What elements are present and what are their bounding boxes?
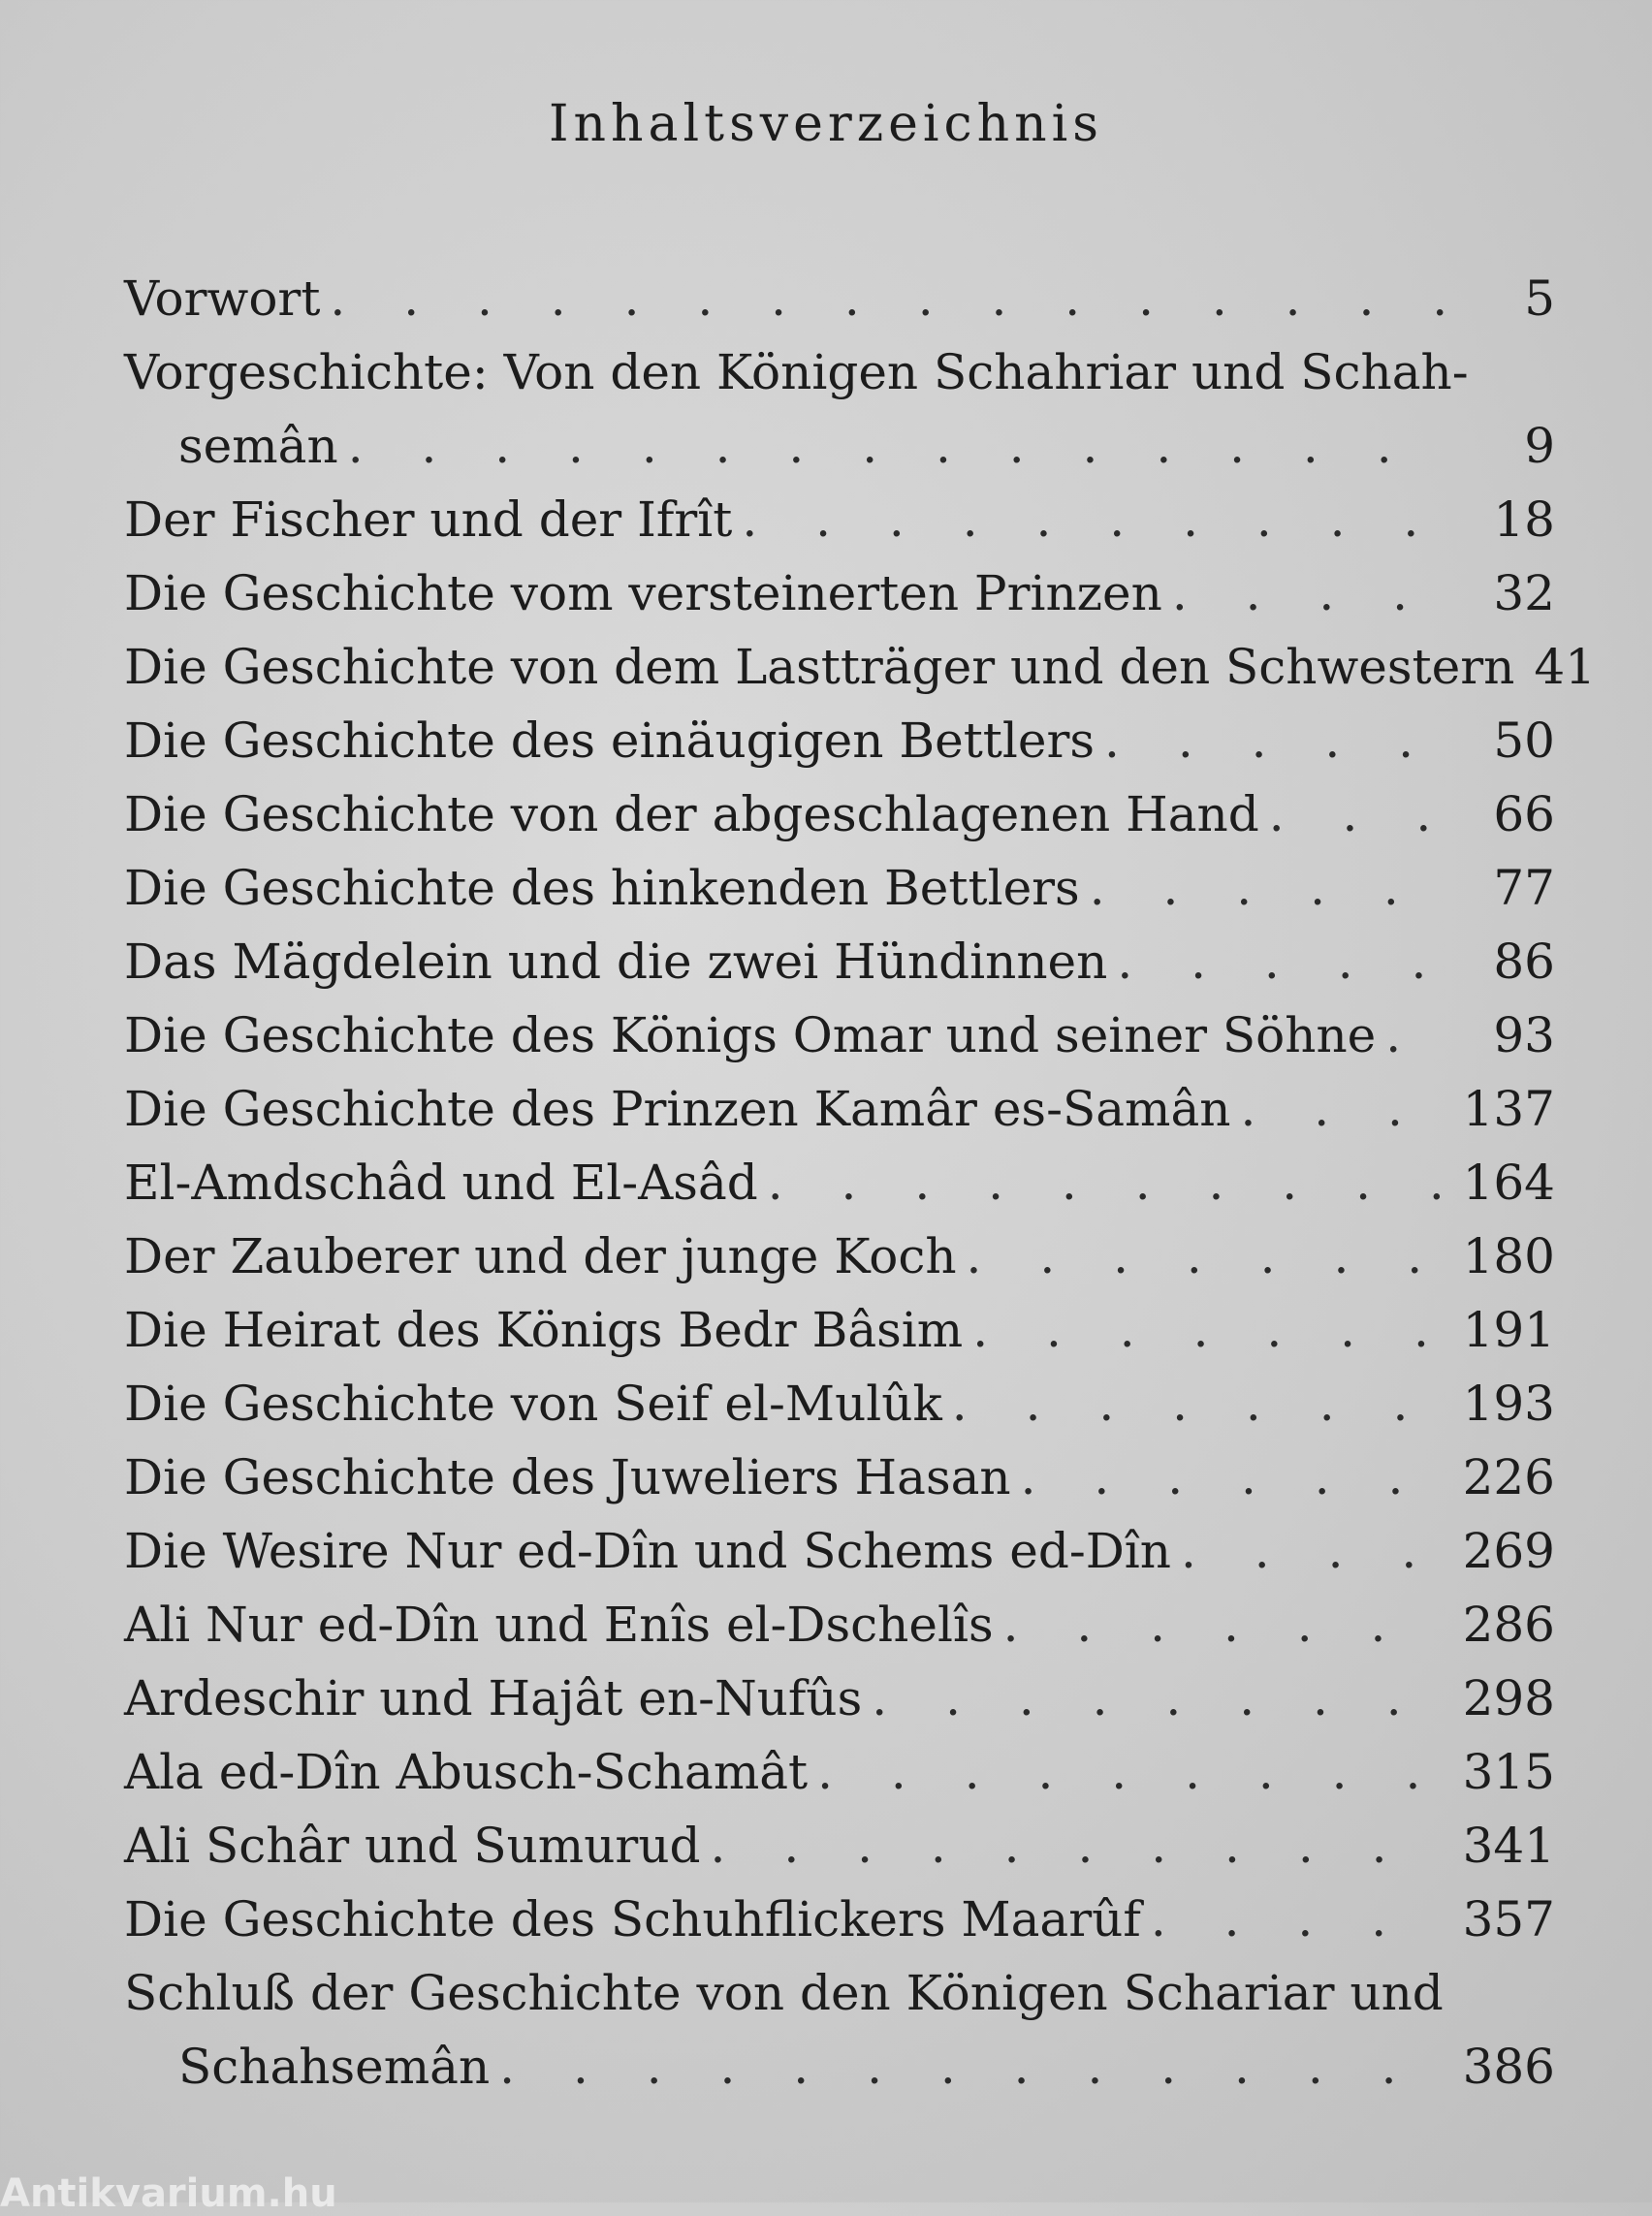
toc-page-number: 5 [1524, 270, 1555, 327]
toc-page-number: 93 [1493, 1007, 1555, 1063]
toc-entry [124, 1883, 1555, 1956]
toc-entry [124, 483, 1555, 556]
toc-page-number: 315 [1462, 1744, 1555, 1800]
dot-leader [348, 409, 1445, 483]
toc-entry [124, 851, 1555, 925]
toc-page-number: 164 [1462, 1155, 1555, 1211]
toc-page-number: 77 [1493, 860, 1555, 916]
dot-leader [972, 1293, 1445, 1367]
toc-entry [124, 335, 1555, 409]
toc-entry-title: Ali Nur ed-Dîn und Enîs el-Dschelîs [124, 1597, 994, 1653]
toc-page-number: 9 [1524, 418, 1555, 474]
toc-page-number: 50 [1493, 712, 1555, 769]
dot-leader [1003, 1588, 1445, 1662]
toc-entry-continuation [124, 409, 1555, 483]
toc-entry [124, 704, 1555, 777]
toc-entry-title: Die Geschichte von Seif el-Mulûk [124, 1376, 942, 1432]
toc-page-number: 18 [1493, 491, 1555, 548]
toc-page-number: 137 [1462, 1081, 1555, 1137]
toc-entry [124, 556, 1555, 630]
toc-entry-title: Schluß der Geschichte von den Königen Schariar und [124, 1965, 1444, 2021]
toc-entry-title: Der Zauberer und der junge Koch [124, 1228, 957, 1284]
toc-entry-title: Vorgeschichte: Von den Königen Schahriar und Schah- [124, 344, 1469, 400]
toc-entry [124, 630, 1596, 704]
toc-entry-title: Die Heirat des Königs Bedr Bâsim [124, 1302, 964, 1358]
toc-entry-title: Die Geschichte des Juweliers Hasan [124, 1449, 1011, 1505]
toc-entry-title: Ardeschir und Hajât en-Nufûs [124, 1670, 863, 1726]
dot-leader [711, 1809, 1445, 1883]
toc-entry [124, 1809, 1555, 1883]
toc-entry [124, 1367, 1555, 1440]
toc-page-number: 41 [1534, 639, 1596, 695]
toc-entry [124, 262, 1555, 335]
dot-leader [967, 1219, 1445, 1293]
toc-entry-title: Die Geschichte des Königs Omar und seiner Söhne [124, 1007, 1377, 1063]
dot-leader [768, 1146, 1445, 1219]
dot-leader [1385, 998, 1445, 1072]
toc-entry-title: Der Fischer und der Ifrît [124, 491, 733, 548]
toc-page-number: 298 [1462, 1670, 1555, 1726]
toc-entry-title: Die Geschichte von der abgeschlagenen Hand [124, 786, 1259, 842]
toc-entry [124, 777, 1555, 851]
dot-leader [1172, 556, 1445, 630]
toc-entry-title: Die Geschichte des Schuhflickers Maarûf [124, 1891, 1141, 1947]
toc-entry [124, 1440, 1555, 1514]
toc-page-number: 357 [1462, 1891, 1555, 1947]
toc-page-number: 193 [1462, 1376, 1555, 1432]
dot-leader [872, 1662, 1445, 1735]
toc-entry [124, 998, 1555, 1072]
dot-leader [817, 1735, 1445, 1809]
toc-entry [124, 1662, 1555, 1735]
toc-page-number: 226 [1462, 1449, 1555, 1505]
table-of-contents [124, 262, 1596, 2104]
watermark: Antikvarium.hu [0, 2171, 337, 2216]
dot-leader [742, 483, 1445, 556]
toc-entry [124, 1514, 1555, 1588]
toc-page-number: 66 [1493, 786, 1555, 842]
dot-leader [499, 2030, 1445, 2104]
toc-entry-title: Ali Schâr und Sumurud [124, 1818, 701, 1874]
toc-entry [124, 1072, 1555, 1146]
toc-page-number: 269 [1462, 1523, 1555, 1579]
toc-entry [124, 1219, 1555, 1293]
dot-leader [1181, 1514, 1445, 1588]
dot-leader [1104, 704, 1445, 777]
toc-entry-title: semân [178, 418, 338, 474]
dot-leader [952, 1367, 1445, 1440]
toc-page-number: 386 [1462, 2039, 1555, 2095]
toc-page-number: 286 [1462, 1597, 1555, 1653]
page-title: Inhaltsverzeichnis [549, 95, 1103, 153]
dot-leader [1269, 777, 1445, 851]
toc-entry-title: Die Geschichte des Prinzen Kamâr es-Samân [124, 1081, 1231, 1137]
toc-page-number: 180 [1462, 1228, 1555, 1284]
toc-entry [124, 1956, 1555, 2030]
dot-leader [1117, 925, 1445, 998]
toc-entry-title: Das Mägdelein und die zwei Hündinnen [124, 934, 1108, 990]
toc-entry-title: Schahsemân [178, 2039, 491, 2095]
dot-leader [1151, 1883, 1445, 1956]
toc-page-number: 32 [1493, 565, 1555, 621]
toc-page-number: 191 [1462, 1302, 1555, 1358]
toc-entry-title: Die Geschichte des einäugigen Bettlers [124, 712, 1096, 769]
toc-entry-title: Die Wesire Nur ed-Dîn und Schems ed-Dîn [124, 1523, 1172, 1579]
toc-entry-title: Vorwort [124, 270, 321, 327]
toc-entry-title: El-Amdschâd und El-Asâd [124, 1155, 758, 1211]
toc-page-number: 341 [1462, 1818, 1555, 1874]
toc-entry [124, 1588, 1555, 1662]
toc-entry [124, 925, 1555, 998]
toc-entry [124, 1293, 1555, 1367]
toc-entry-title: Ala ed-Dîn Abusch-Schamât [124, 1744, 809, 1800]
toc-entry [124, 1146, 1555, 1219]
toc-entry [124, 1735, 1555, 1809]
dot-leader [1021, 1440, 1445, 1514]
toc-entry-continuation [124, 2030, 1555, 2104]
dot-leader [330, 262, 1445, 335]
toc-entry-title: Die Geschichte vom versteinerten Prinzen [124, 565, 1162, 621]
dot-leader [1090, 851, 1445, 925]
toc-entry-title: Die Geschichte von dem Lastträger und den Schwestern [124, 639, 1515, 695]
toc-page-number: 86 [1493, 934, 1555, 990]
toc-entry-title: Die Geschichte des hinkenden Bettlers [124, 860, 1080, 916]
dot-leader [1240, 1072, 1445, 1146]
